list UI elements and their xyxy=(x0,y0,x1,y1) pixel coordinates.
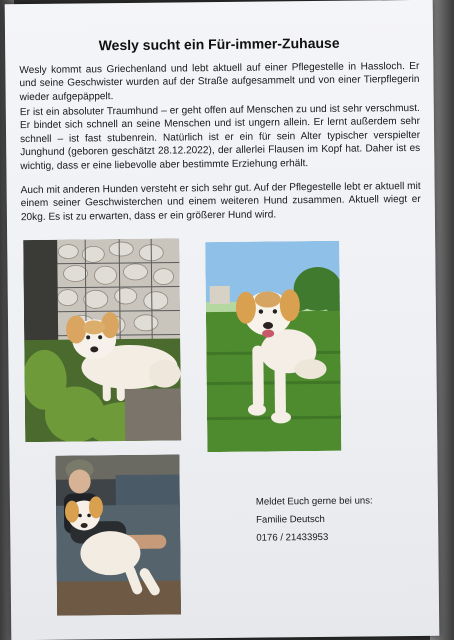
dog-photo-sofa xyxy=(55,454,181,615)
flyer-paper xyxy=(5,0,440,640)
paragraph-character: Er ist ein absoluter Traumhund – er geht offen auf Menschen zu und ist sehr verschmust. Er bindet sich schnell an seine Menschen und ist ungern allein. Er lernt außerdem sehr schnell – ist fast stubenrein. Natürlich ist er ein für sein Alter typischer verspielter Junghund (geboren geschätzt 28.12.2022), der allerlei Flausen im Kopf hat. Daher ist es wichtig, dass er eine liebevolle aber bestimmte Erziehung erhält. xyxy=(19,102,421,172)
flyer-title: Wesly sucht ein Für-immer-Zuhause xyxy=(98,34,340,54)
contact-phone: 0176 / 21433953 xyxy=(256,531,329,544)
paragraph-origin: Wesly kommt aus Griechenland und lebt aktuell auf einer Pflegestelle in Hassloch. Er und seine Geschwister wurden auf der Straße aufgesammelt und von einer Tierpflegerin wieder aufgepäppelt. xyxy=(19,60,420,103)
contact-prompt: Meldet Euch gerne bei uns: xyxy=(255,495,373,508)
dog-photo-garden xyxy=(23,238,181,442)
dog-photo-lawn xyxy=(205,241,341,452)
contact-name: Familie Deutsch xyxy=(256,513,325,526)
paragraph-other-dogs: Auch mit anderen Hunden versteht er sich sehr gut. Auf der Pflegestelle lebt er aktuell mit einem seiner Geschwisterchen und einem weiteren Hund zusammen. Aktuell wiegt er 20kg. Es ist zu erwarten, dass er ein größerer Hund wird. xyxy=(20,180,421,223)
